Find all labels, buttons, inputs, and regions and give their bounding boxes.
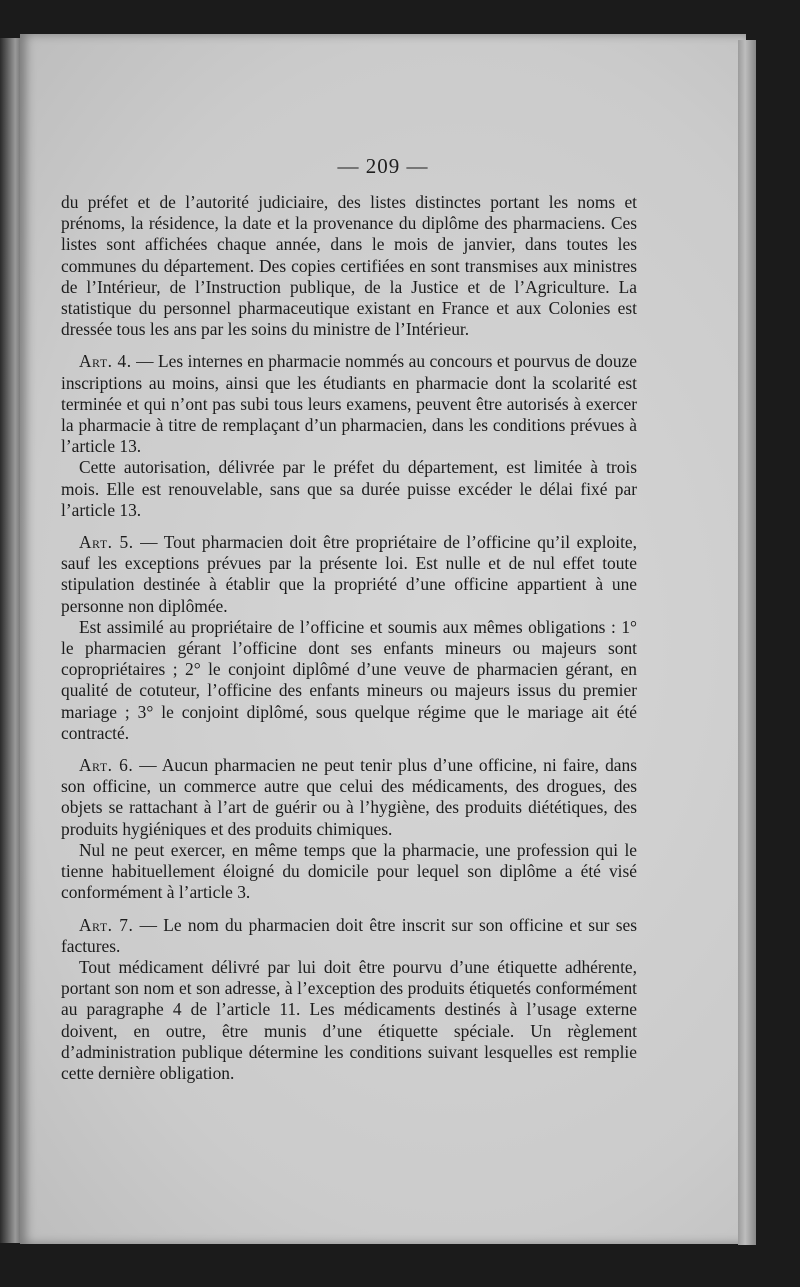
paragraph: Nul ne peut exercer, en même temps que la pharmacie, une profession qui le tienne habituellement éloigné du domicile pour lequel son diplôme a été visé conformément à l’article 3. [61,839,637,903]
facing-page-edge [0,38,22,1243]
paragraph: Tout médicament délivré par lui doit être pourvu d’une étiquette adhérente, portant son nom et son adresse, à l’exception des produits étiquetés conformément au paragraphe 4 de l’article 11. Les médicaments destinés à l’usage externe doivent, en outre, être munis d’une étiquette spéciale. Un règlement d’administration publique détermine les conditions suivant lesquelles est remplie cette dernière obligation. [61,956,637,1083]
article-label: Art. 7. [79,914,134,935]
paragraph-article-7: Art. 7. — Le nom du pharmacien doit être inscrit sur son officine et sur ses factures. [61,914,637,956]
page-body [61,192,637,1084]
page-stack-edge [738,40,756,1245]
paragraph: Est assimilé au propriétaire de l’officine et soumis aux mêmes obligations : 1° le pharmacien gérant l’officine dont ses enfants mineurs ou majeurs sont copropriétaires ; 2° le conjoint diplômé d’une veuve de pharmacien gérant, en qualité de cotuteur, l’officine des enfants mineurs ou majeurs issus du premier mariage ; 3° le conjoint diplômé, sous quelque régime que le mariage ait été contracté. [61,616,637,743]
article-label: Art. 5. [79,532,134,553]
paragraph-article-4: Art. 4. — Les internes en pharmacie nommés au concours et pourvus de douze inscriptions au moins, ainsi que les étudiants en pharmacie dont la scolarité est terminée et qui n’ont pas subi tous leurs examens, peuvent être autorisés à exercer la pharmacie à titre de remplaçant d’un pharmacien, dans les conditions prévues à l’article 13. [61,351,637,457]
article-label: Art. 6. [79,755,134,776]
paragraph-article-6: Art. 6. — Aucun pharmacien ne peut tenir plus d’une officine, ni faire, dans son officine, un commerce autre que celui des médicaments, des drogues, des objets se rattachant à l’art de guérir ou à l’hygiène, des produits diététiques, des produits hygiéniques et des produits chimiques. [61,755,637,839]
book-page [20,34,746,1244]
article-label: Art. 4. [79,351,132,372]
page-number: — 209 — [337,154,429,178]
paragraph-article-5: Art. 5. — Tout pharmacien doit être propriétaire de l’officine qu’il exploite, sauf les exceptions prévues par la présente loi. Est nulle et de nul effet toute stipulation destinée à établir que la propriété d’une officine appartient à une personne non diplômée. [61,532,637,616]
paragraph-continuation: du préfet et de l’autorité judiciaire, des listes distinctes portant les noms et prénoms, la résidence, la date et la provenance du diplôme des pharmaciens. Ces listes sont affichées chaque année, dans le mois de janvier, dans toutes les communes du département. Des copies certifiées en sont transmises aux ministres de l’Intérieur, de l’Instruction publique, de la Justice et de l’Agriculture. La statistique du personnel pharmaceutique existant en France et aux Colonies est dressée tous les ans par les soins du ministre de l’Intérieur. [61,192,637,340]
paragraph: Cette autorisation, délivrée par le préfet du département, est limitée à trois mois. Elle est renouvelable, sans que sa durée puisse excéder le délai fixé par l’article 13. [61,457,637,520]
